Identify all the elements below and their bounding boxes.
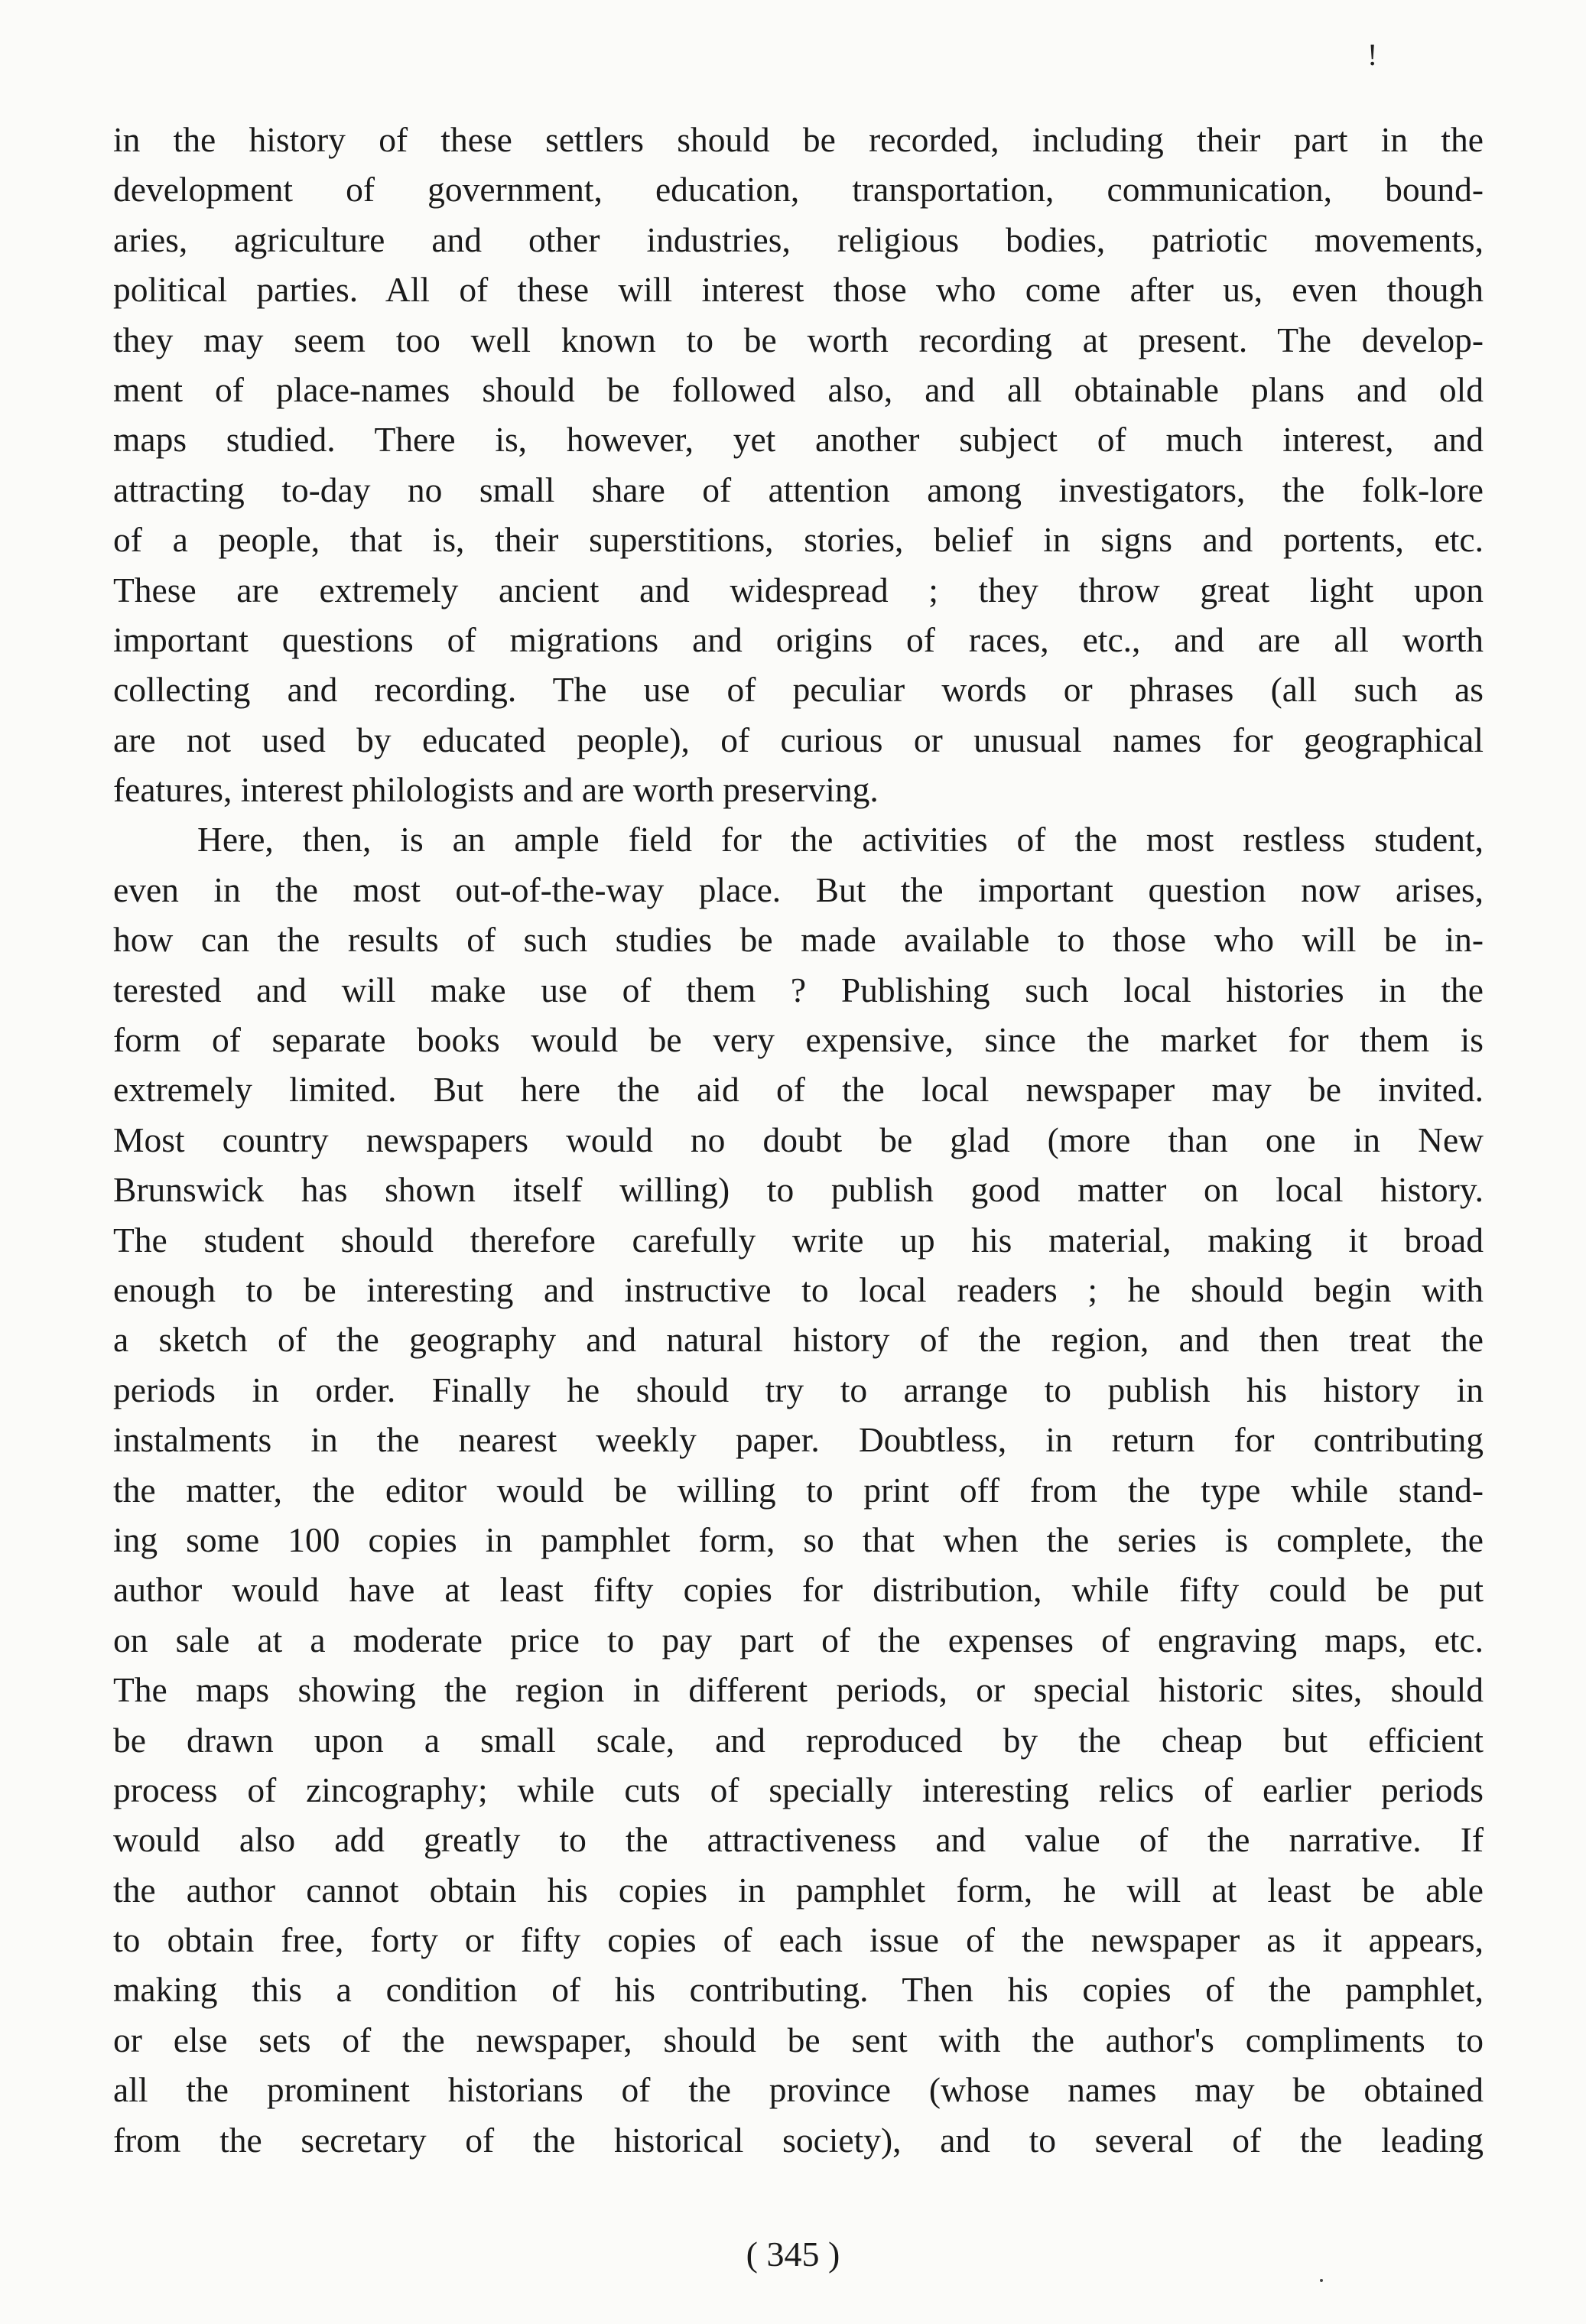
text-line: are not used by educated people), of curious or unusual names for geographical (113, 720, 1484, 759)
text-line: even in the most out-of-the-way place. But the important question now arises, (113, 869, 1484, 909)
text-line: These are extremely ancient and widespread ; they throw great light upon (113, 570, 1484, 609)
text-line: the author cannot obtain his copies in pamphlet form, he will at least be able (113, 1870, 1484, 1910)
text-line: on sale at a moderate price to pay part of the expenses of engraving maps, etc. (113, 1620, 1484, 1659)
text-line: extremely limited. But here the aid of the local newspaper may be invited. (113, 1070, 1484, 1110)
text-line: aries, agriculture and other industries, religious bodies, patriotic movements, (113, 219, 1484, 259)
paragraph-2 (113, 814, 1484, 2165)
text-line: author would have at least fifty copies for distribution, while fifty could be put (113, 1570, 1484, 1610)
text-line: a sketch of the geography and natural history of the region, and then treat the (113, 1320, 1484, 1360)
body-text (113, 115, 1484, 2165)
text-line: how can the results of such studies be made available to those who will be in- (113, 920, 1484, 960)
text-line: periods in order. Finally he should try to arrange to publish his history in (113, 1370, 1484, 1409)
text-line: all the prominent historians of the province (whose names may be obtained (113, 2070, 1484, 2110)
text-line: features, interest philologists and are worth preserving. (113, 770, 879, 810)
text-line: The student should therefore carefully write up his material, making it broad (113, 1220, 1484, 1260)
text-line: in the history of these settlers should be recorded, including their part in the (113, 120, 1484, 159)
text-line: Brunswick has shown itself willing) to publish good matter on local history. (113, 1170, 1484, 1210)
text-line: development of government, education, transportation, communication, bound- (113, 170, 1484, 210)
text-line: form of separate books would be very expensive, since the market for them is (113, 1020, 1484, 1060)
text-line: from the secretary of the historical society), and to several of the leading (113, 2120, 1484, 2160)
text-line: maps studied. There is, however, yet another subject of much interest, and (113, 420, 1484, 460)
text-line: would also add greatly to the attractiveness and value of the narrative. If (113, 1820, 1484, 1860)
text-line: attracting to-day no small share of attention among investigators, the folk-lore (113, 470, 1484, 509)
text-line: ment of place-names should be followed also, and all obtainable plans and old (113, 369, 1484, 409)
text-line: Most country newspapers would no doubt be glad (more than one in New (113, 1120, 1484, 1159)
text-line: political parties. All of these will interest those who come after us, even though (113, 270, 1484, 310)
text-line: be drawn upon a small scale, and reproduced by the cheap but efficient (113, 1720, 1484, 1760)
text-line: collecting and recording. The use of peculiar words or phrases (all such as (113, 670, 1484, 710)
stray-dot-mark (1320, 2279, 1323, 2282)
text-line: Here, then, is an ample field for the activities of the most restless student, (197, 820, 1484, 860)
text-line: or else sets of the newspaper, should be sent with the author's compliments to (113, 2020, 1484, 2059)
text-line: enough to be interesting and instructive to local readers ; he should begin with (113, 1269, 1484, 1309)
text-line: making this a condition of his contributing. Then his copies of the pamphlet, (113, 1970, 1484, 2010)
text-line: the matter, the editor would be willing to print off from the type while stand- (113, 1470, 1484, 1510)
text-line: terested and will make use of them ? Publishing such local histories in the (113, 970, 1484, 1009)
text-line: to obtain free, forty or fifty copies of each issue of the newspaper as it appears, (113, 1920, 1484, 1960)
page-number: ( 345 ) (746, 2235, 840, 2274)
text-line: important questions of migrations and origins of races, etc., and are all worth (113, 619, 1484, 659)
text-line: of a people, that is, their superstitions, stories, belief in signs and portents, etc. (113, 520, 1484, 560)
corner-mark: ! (1367, 37, 1378, 72)
text-line: process of zincography; while cuts of specially interesting relics of earlier periods (113, 1770, 1484, 1809)
text-line: instalments in the nearest weekly paper. Doubtless, in return for contributing (113, 1420, 1484, 1460)
paragraph-1 (113, 115, 1484, 814)
text-line: The maps showing the region in different periods, or special historic sites, should (113, 1670, 1484, 1710)
text-line: they may seem too well known to be worth recording at present. The develop- (113, 320, 1484, 359)
text-line: ing some 100 copies in pamphlet form, so that when the series is complete, the (113, 1520, 1484, 1559)
